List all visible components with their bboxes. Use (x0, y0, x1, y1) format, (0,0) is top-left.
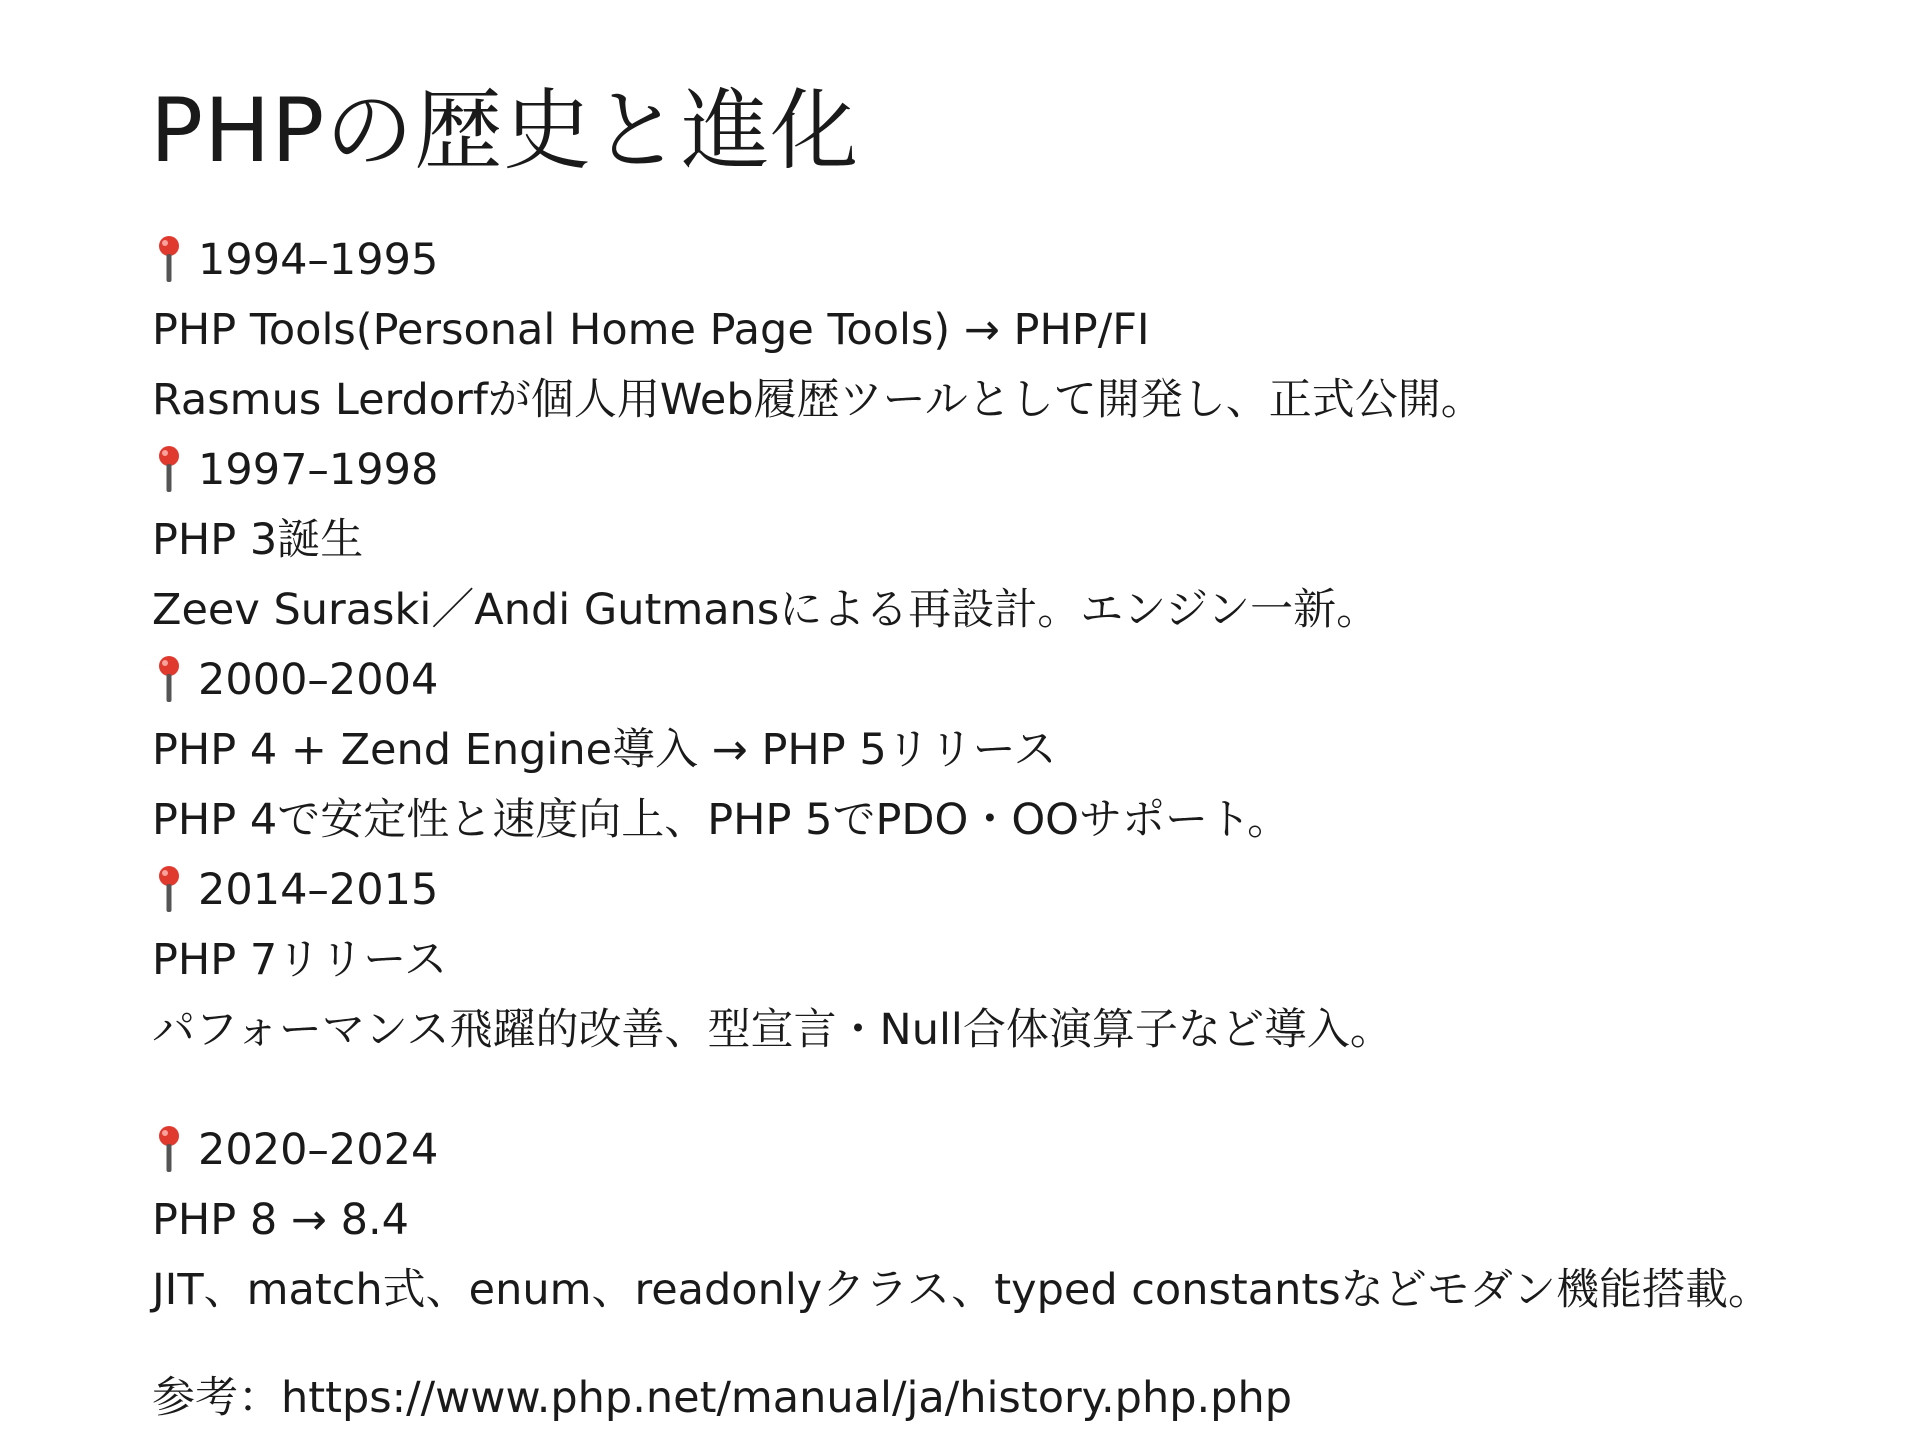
pushpin-icon (152, 234, 186, 286)
section-detail: パフォーマンス飛躍的改善、型宣言・Null合体演算子など導入。 (152, 1005, 1393, 1055)
page-title: PHPの歴史と進化 (150, 79, 860, 182)
section-headline: PHP 4 + Zend Engine導入 → PHP 5リリース (152, 725, 1057, 775)
pushpin-icon (152, 1124, 186, 1176)
period-line (152, 225, 1852, 295)
section-detail: Rasmus Lerdorfが個人用Web履歴ツールとして開発し、正式公開。 (152, 375, 1484, 425)
period-label: 2020–2024 (198, 1125, 439, 1175)
pushpin-icon (152, 864, 186, 916)
section-headline: PHP 3誕生 (152, 515, 364, 565)
pushpin-icon (152, 444, 186, 496)
period-label: 2014–2015 (198, 865, 439, 915)
period-label: 1997–1998 (198, 445, 439, 495)
timeline (152, 225, 1852, 1433)
period-line (152, 645, 1852, 715)
pushpin-icon (152, 654, 186, 706)
section-detail: PHP 4で安定性と速度向上、PHP 5でPDO・OOサポート。 (152, 795, 1291, 845)
section-headline: PHP 7リリース (152, 935, 448, 985)
period-label: 2000–2004 (198, 655, 439, 705)
section-detail: JIT、match式、enum、readonlyクラス、typed constantsなどモダン機能搭載。 (152, 1265, 1772, 1315)
spacer (152, 1065, 1852, 1115)
section-detail: Zeev Suraski／Andi Gutmansによる再設計。エンジン一新。 (152, 585, 1380, 635)
period-line (152, 435, 1852, 505)
section-headline: PHP 8 → 8.4 (152, 1195, 409, 1245)
period-line (152, 1115, 1852, 1185)
reference-line: 参考：https://www.php.net/manual/ja/history.php.php (152, 1373, 1293, 1423)
section-headline: PHP Tools(Personal Home Page Tools) → PHP/FI (152, 305, 1150, 355)
period-line (152, 855, 1852, 925)
period-label: 1994–1995 (198, 235, 439, 285)
